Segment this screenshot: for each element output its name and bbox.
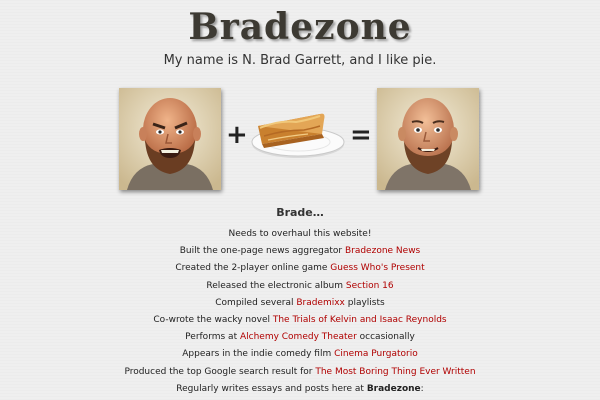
happy-face-photo: [377, 88, 479, 190]
guess-whos-present-link[interactable]: Guess Who's Present: [330, 263, 425, 274]
apple-pie-image: [248, 100, 348, 160]
tagline: My name is N. Brad Garrett, and I like pie.: [163, 53, 437, 68]
alchemy-comedy-theater-link[interactable]: Alchemy Comedy Theater: [239, 332, 357, 343]
item-text: Needs to overhaul this website!: [228, 229, 372, 239]
bio-heading: Brade…: [276, 206, 324, 219]
list-item: [0, 243, 600, 260]
list-item: [0, 329, 600, 346]
most-boring-thing-link[interactable]: The Most Boring Thing Ever Written: [315, 366, 476, 377]
angry-face-photo: [119, 88, 221, 190]
item-text-after: :: [420, 383, 424, 394]
bradezone-news-link[interactable]: Bradezone News: [344, 246, 421, 257]
trials-of-kelvin-link[interactable]: The Trials of Kelvin and Isaac Reynolds: [272, 314, 447, 325]
list-item: [0, 295, 600, 312]
list-item: [0, 278, 600, 295]
site-title[interactable]: Bradezone: [188, 6, 412, 48]
bio-list: [0, 226, 600, 398]
list-item: [0, 346, 600, 363]
plus-sign: +: [226, 120, 248, 150]
list-item: [0, 260, 600, 277]
item-text: Released the electronic album: [206, 280, 346, 291]
brademixx-link[interactable]: Brademixx: [296, 297, 345, 308]
bradezone-bold: Bradezone: [366, 383, 421, 394]
list-item: [0, 364, 600, 381]
item-text: Compiled several: [215, 297, 297, 308]
list-item: [0, 312, 600, 329]
item-text-after: playlists: [344, 297, 385, 308]
item-text: Produced the top Google search result for: [124, 366, 316, 377]
item-text: Appears in the indie comedy film: [182, 349, 335, 360]
section-16-link[interactable]: Section 16: [345, 280, 394, 291]
item-text-after: occasionally: [356, 332, 415, 343]
item-text: Performs at: [185, 332, 240, 343]
item-text: Built the one-page news aggregator: [179, 246, 345, 257]
list-item: [0, 226, 600, 243]
equals-sign: =: [350, 120, 372, 150]
item-text: Co-wrote the wacky novel: [153, 314, 273, 325]
list-item: [0, 381, 600, 398]
pie-equation: [0, 86, 600, 194]
item-text: Regularly writes essays and posts here at: [176, 383, 367, 394]
item-text: Created the 2-player online game: [175, 263, 331, 274]
cinema-purgatorio-link[interactable]: Cinema Purgatorio: [334, 349, 418, 360]
